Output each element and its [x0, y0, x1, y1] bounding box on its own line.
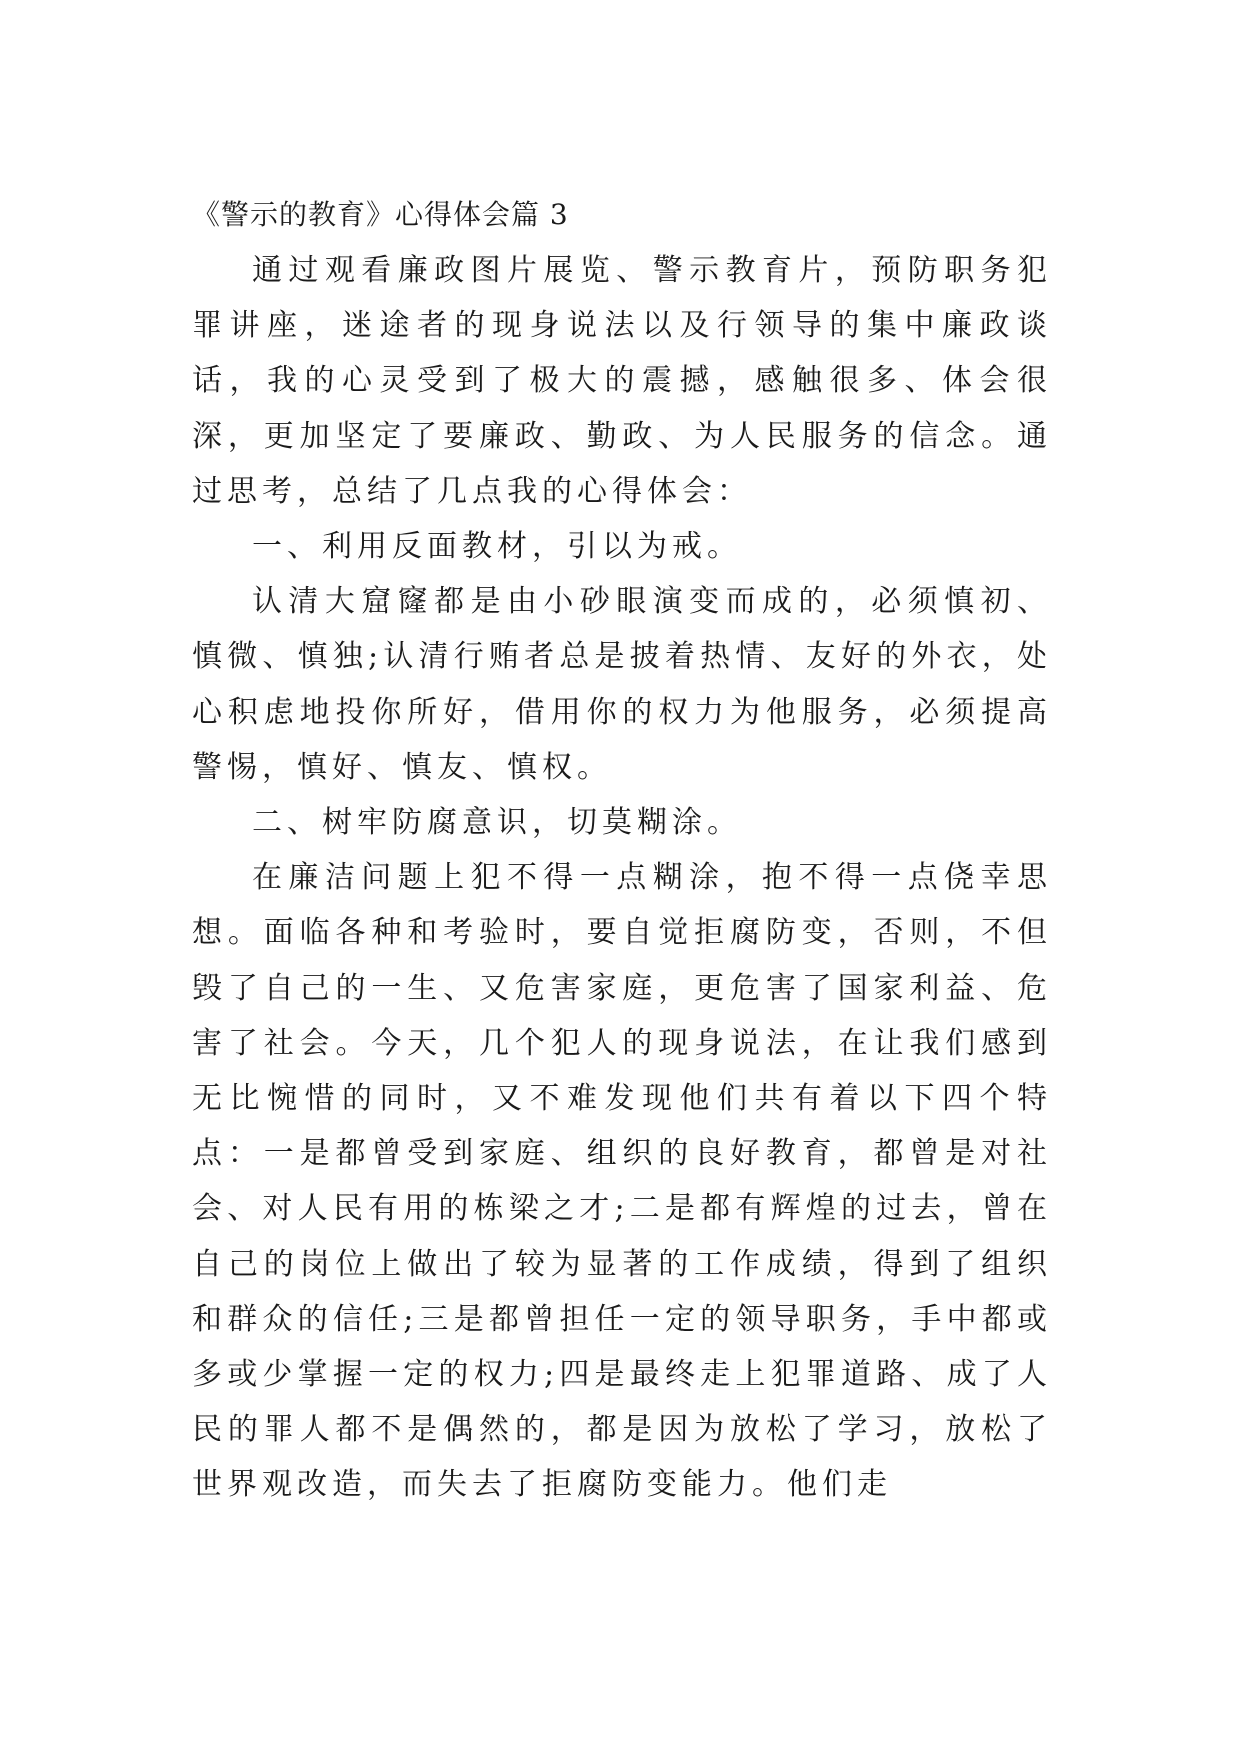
- paragraph-intro: 通过观看廉政图片展览、警示教育片，预防职务犯罪讲座，迷途者的现身说法以及行领导的集中廉政谈话，我的心灵受到了极大的震撼，感触很多、体会很深，更加坚定了要廉政、勤政、为人民服务的信念。通过思考，总结了几点我的心得体会：: [192, 253, 1052, 509]
- section-heading-2: 二、树牢防腐意识，切莫糊涂。: [252, 805, 742, 841]
- document-body: [192, 187, 1052, 1513]
- section-heading-1: 一、利用反面教材，引以为戒。: [252, 529, 742, 565]
- paragraph-section-2: 在廉洁问题上犯不得一点糊涂，抱不得一点侥幸思想。面临各种和考验时，要自觉拒腐防变，否则，不但毁了自己的一生、又危害家庭，更危害了国家利益、危害了社会。今天，几个犯人的现身说法，在让我们感到无比惋惜的同时，又不难发现他们共有着以下四个特点：一是都曾受到家庭、组织的良好教育，都曾是对社会、对人民有用的栋梁之才;二是都有辉煌的过去，曾在自己的岗位上做出了较为显著的工作成绩，得到了组织和群众的信任;三是都曾担任一定的领导职务，手中都或多或少掌握一定的权力;四是最终走上犯罪道路、成了人民的罪人都不是偶然的，都是因为放松了学习，放松了世界观改造，而失去了拒腐防变能力。他们走: [192, 860, 1052, 1503]
- paragraph-section-1: 认清大窟窿都是由小砂眼演变而成的，必须慎初、慎微、慎独;认清行贿者总是披着热情、友好的外衣，处心积虑地投你所好，借用你的权力为他服务，必须提高警惕，慎好、慎友、慎权。: [192, 584, 1052, 785]
- document-title: 《警示的教育》心得体会篇 3: [192, 198, 569, 231]
